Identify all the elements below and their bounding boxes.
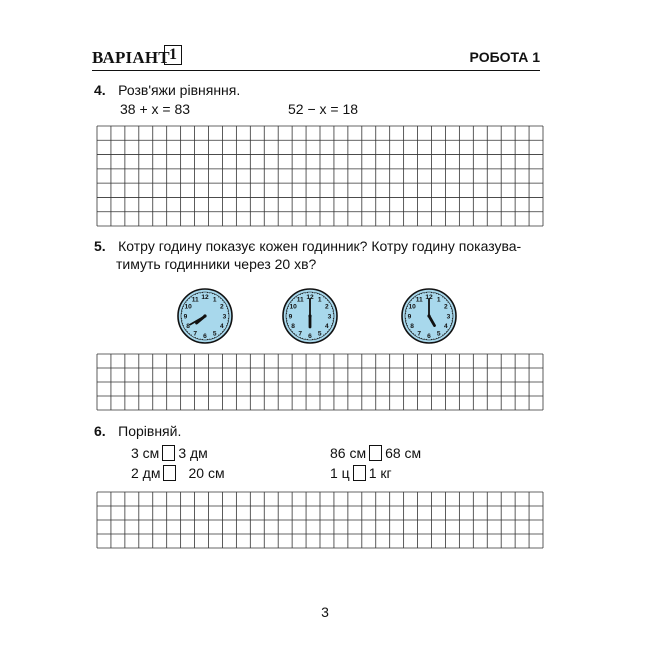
svg-text:2: 2 <box>220 303 224 311</box>
svg-text:9: 9 <box>407 313 412 321</box>
comparison-2-right: 68 см <box>385 445 422 461</box>
page-number: 3 <box>321 604 329 620</box>
svg-text:10: 10 <box>289 303 297 311</box>
svg-text:11: 11 <box>415 296 423 304</box>
task5-number: 5. <box>94 238 106 254</box>
svg-text:8: 8 <box>410 323 414 331</box>
svg-text:11: 11 <box>296 296 304 304</box>
svg-text:3: 3 <box>327 313 332 321</box>
task4-text: Розв'яжи рівняння. <box>118 82 241 98</box>
work-label: РОБОТА 1 <box>469 49 540 65</box>
svg-text:5: 5 <box>436 330 441 338</box>
comparison-3-right: 20 см <box>188 465 225 481</box>
svg-text:8: 8 <box>186 323 190 331</box>
svg-text:3: 3 <box>222 313 227 321</box>
svg-text:11: 11 <box>191 296 199 304</box>
svg-text:1: 1 <box>317 296 322 304</box>
svg-text:6: 6 <box>427 332 431 340</box>
svg-text:2: 2 <box>444 303 448 311</box>
svg-text:12: 12 <box>425 293 433 301</box>
svg-text:12: 12 <box>201 293 209 301</box>
svg-text:9: 9 <box>288 313 293 321</box>
svg-text:8: 8 <box>291 323 295 331</box>
variant-label: ВАРІАНТ <box>92 48 170 67</box>
task6-number: 6. <box>94 423 106 439</box>
svg-text:12: 12 <box>306 293 314 301</box>
comparison-1-right: 3 дм <box>178 445 208 461</box>
svg-text:3: 3 <box>446 313 451 321</box>
svg-text:7: 7 <box>193 330 198 338</box>
variant-number-box: 1 <box>164 45 182 65</box>
comparison-2-left: 86 см <box>330 445 367 461</box>
svg-text:2: 2 <box>325 303 329 311</box>
task4-number: 4. <box>94 82 106 98</box>
svg-text:6: 6 <box>203 332 207 340</box>
svg-text:9: 9 <box>183 313 188 321</box>
svg-text:4: 4 <box>444 323 448 331</box>
equation-1: 38 + x = 83 <box>120 101 191 117</box>
svg-text:7: 7 <box>417 330 422 338</box>
svg-text:1: 1 <box>436 296 441 304</box>
task6-text: Порівняй. <box>118 423 182 439</box>
svg-text:7: 7 <box>298 330 303 338</box>
svg-text:5: 5 <box>317 330 322 338</box>
comparison-1-left: 3 см <box>131 445 160 461</box>
svg-text:1: 1 <box>212 296 217 304</box>
svg-text:5: 5 <box>212 330 217 338</box>
svg-text:10: 10 <box>408 303 416 311</box>
comparison-4-left: 1 ц <box>330 465 350 481</box>
svg-text:6: 6 <box>308 332 312 340</box>
comparison-4-right: 1 кг <box>368 465 392 481</box>
svg-text:4: 4 <box>325 323 329 331</box>
svg-text:10: 10 <box>184 303 192 311</box>
task5-text-line1: Котру годину показує кожен годинник? Котру годину показува- <box>118 238 522 254</box>
svg-text:4: 4 <box>220 323 224 331</box>
equation-2: 52 − x = 18 <box>288 101 359 117</box>
comparison-3-left: 2 дм <box>131 465 161 481</box>
task5-text-line2: тимуть годинники через 20 хв? <box>116 256 317 272</box>
